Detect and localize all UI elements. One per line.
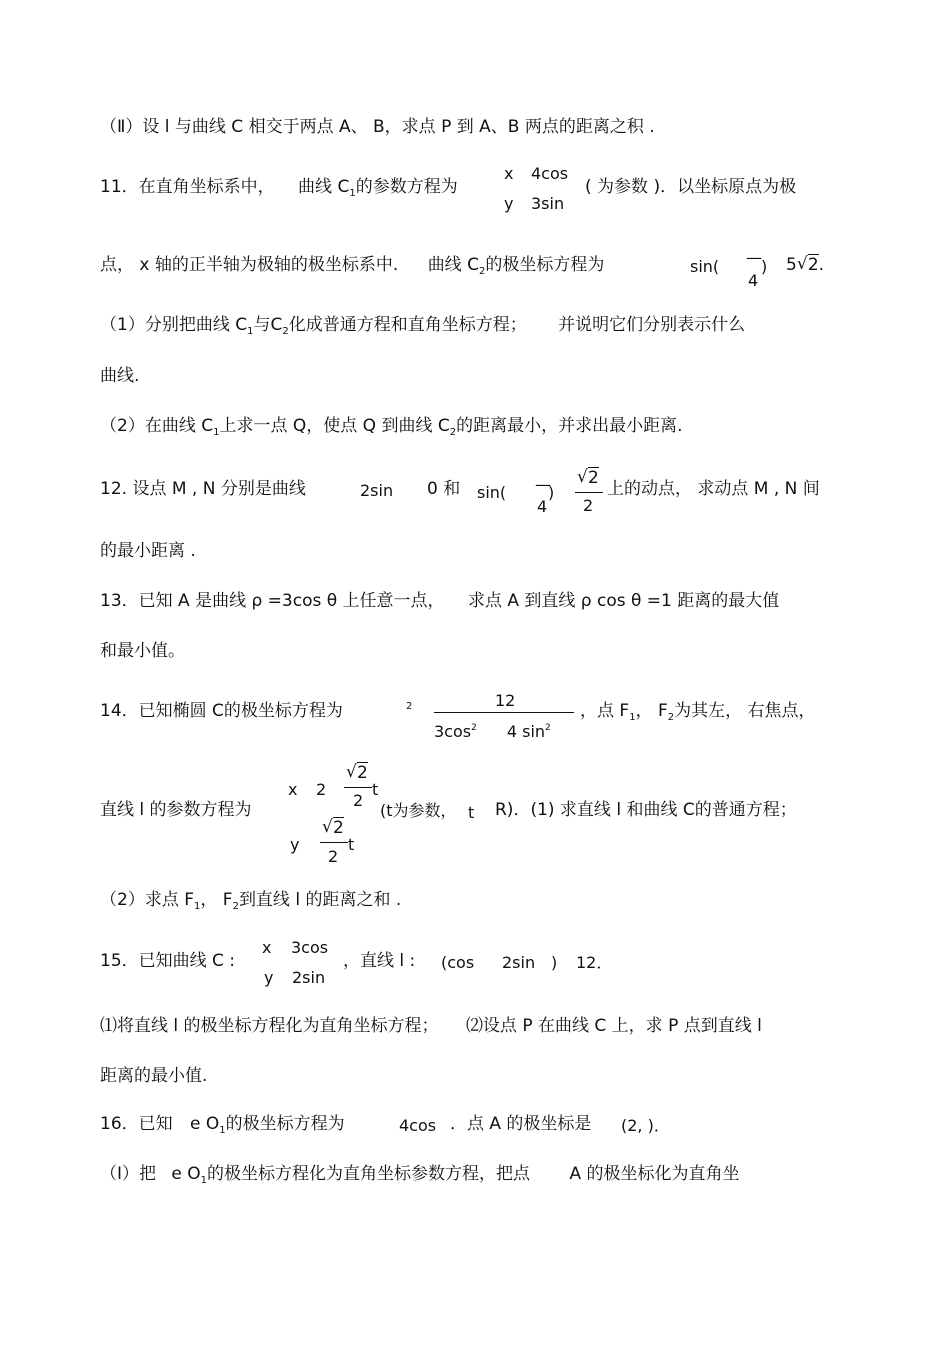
q12-eq1: 2sin [360,481,394,500]
q12-dash: — [535,475,551,494]
q14-part1: R)．(1) 求直线 l 和曲线 C的普通方程； [495,800,797,820]
q14-frac-num: 12 [495,691,516,710]
q12-frac-den: 2 [583,496,594,515]
q15-close: ) [551,953,558,972]
q12-frac-num: √ 2 [577,467,599,489]
q11-intro: 11．在直角坐标系中， 曲线 $C_1$的参数方程为 [100,177,458,199]
q14-t: t [468,803,475,822]
q14-y-frac-den: 2 [328,847,339,866]
q15-intro: 15．已知曲线 C : [100,951,236,971]
q11-sin-open: sin( [690,257,720,276]
q12-intro: 12. 设点 M , N 分别是曲线 [100,479,306,499]
q11-line2: 点， x 轴的正半轴为极轴的极坐标系中. 曲线 $C_2$的极坐标方程为 [100,255,605,277]
q13-line2: 和最小值。 [100,641,185,661]
q15-y-label: y [264,968,274,987]
q14-rho-sq: 2 [406,701,413,712]
q13-line1: 13．已知 A 是曲线 ρ =3cos θ 上任意一点， 求点 A 到直线 ρ cos θ =1 距离的最大值 [100,591,780,611]
q14-param: (t为参数， [380,801,457,820]
q14-intro: 14．已知椭圆 C的极坐标方程为 [100,701,343,721]
q14-x-t: t [372,780,379,799]
q15-line-label: ，直线 l : [343,951,416,971]
q14-foci: ，点 $F_1$， $F_2$为其左， 右焦点， [580,701,816,723]
q14-line-label: 直线 l 的参数方程为 [100,800,252,820]
q11-x-value: 4cos [531,164,569,183]
q14-x-frac-den: 2 [353,791,364,810]
q10-part2: （Ⅱ）设 l 与曲线 C 相交于两点 A、 B，求点 P 到 A、B 两点的距离之积 . [100,117,655,137]
q11-rhs: 5√ 2. [786,254,824,276]
q12-sin-close: ) [548,483,555,502]
q15-part1: ⑴将直线 l 的极坐标方程化为直角坐标方程； ⑵设点 P 在曲线 C 上，求 P 点到直线 l [100,1016,762,1036]
q15-rhs: 12． [576,953,613,972]
q12-sin-open: sin( [477,483,507,502]
q14-y-t: t [348,835,355,854]
q11-part1-cont: 曲线. [100,366,140,386]
q12-den4: 4 [537,497,548,516]
q11-x-label: x [504,164,514,183]
q14-x-two: 2 [316,780,327,799]
q15-y-value: 2sin [292,968,326,987]
q14-x-label: x [288,780,298,799]
q16-point: ．点 A 的极坐标是 [450,1114,592,1134]
q14-frac-den: $3\cos^2$ 4 $\sin^2$ [434,722,551,741]
q11-y-label: y [504,194,514,213]
q15-part1-cont: 距离的最小值. [100,1066,208,1086]
q11-part1: （1）分别把曲线 $C_1$与$C_2$化成普通方程和直角坐标方程； 并说明它们分别表示什么 [100,315,746,337]
q14-x-frac-num: √ 2 [346,762,368,784]
q15-x-label: x [262,938,272,957]
q14-y-frac-line [320,842,348,843]
q15-cos: (cos [441,953,475,972]
q14-frac-line [434,712,574,713]
q11-part2: （2）在曲线 $C_1$上求一点 Q，使点 Q 到曲线 $C_2$的距离最小，并求出最小距离. [100,416,683,438]
q11-frac-num: — [746,248,762,267]
q14-x-frac-line [344,787,372,788]
q11-frac-den: 4 [748,271,759,290]
q16-coord: (2, )． [621,1116,670,1135]
q14-y-frac-num: √ 2 [322,817,344,839]
q15-sin: 2sin [502,953,536,972]
q14-part2: （2）求点 $F_1$， $F_2$到直线 l 的距离之和 . [100,890,402,912]
q16-part1: （Ⅰ）把 e $O_1$的极坐标方程化为直角坐标参数方程，把点 A 的极坐标化为直角坐 [100,1164,740,1186]
q15-x-value: 3cos [291,938,329,957]
q14-y-label: y [290,835,300,854]
q16-eq: 4cos [399,1116,437,1135]
q11-param: ( 为参数 )．以坐标原点为极 [585,177,797,197]
q12-and: 0 和 [427,479,461,499]
q16-intro: 16．已知 e $O_1$的极坐标方程为 [100,1114,345,1136]
q12-rest: 上的动点， 求动点 M , N 间 [607,479,820,499]
q11-y-value: 3sin [531,194,565,213]
q12-frac-line [575,492,603,493]
q12-line2: 的最小距离 . [100,541,196,561]
q11-sin-close: ) [761,257,768,276]
